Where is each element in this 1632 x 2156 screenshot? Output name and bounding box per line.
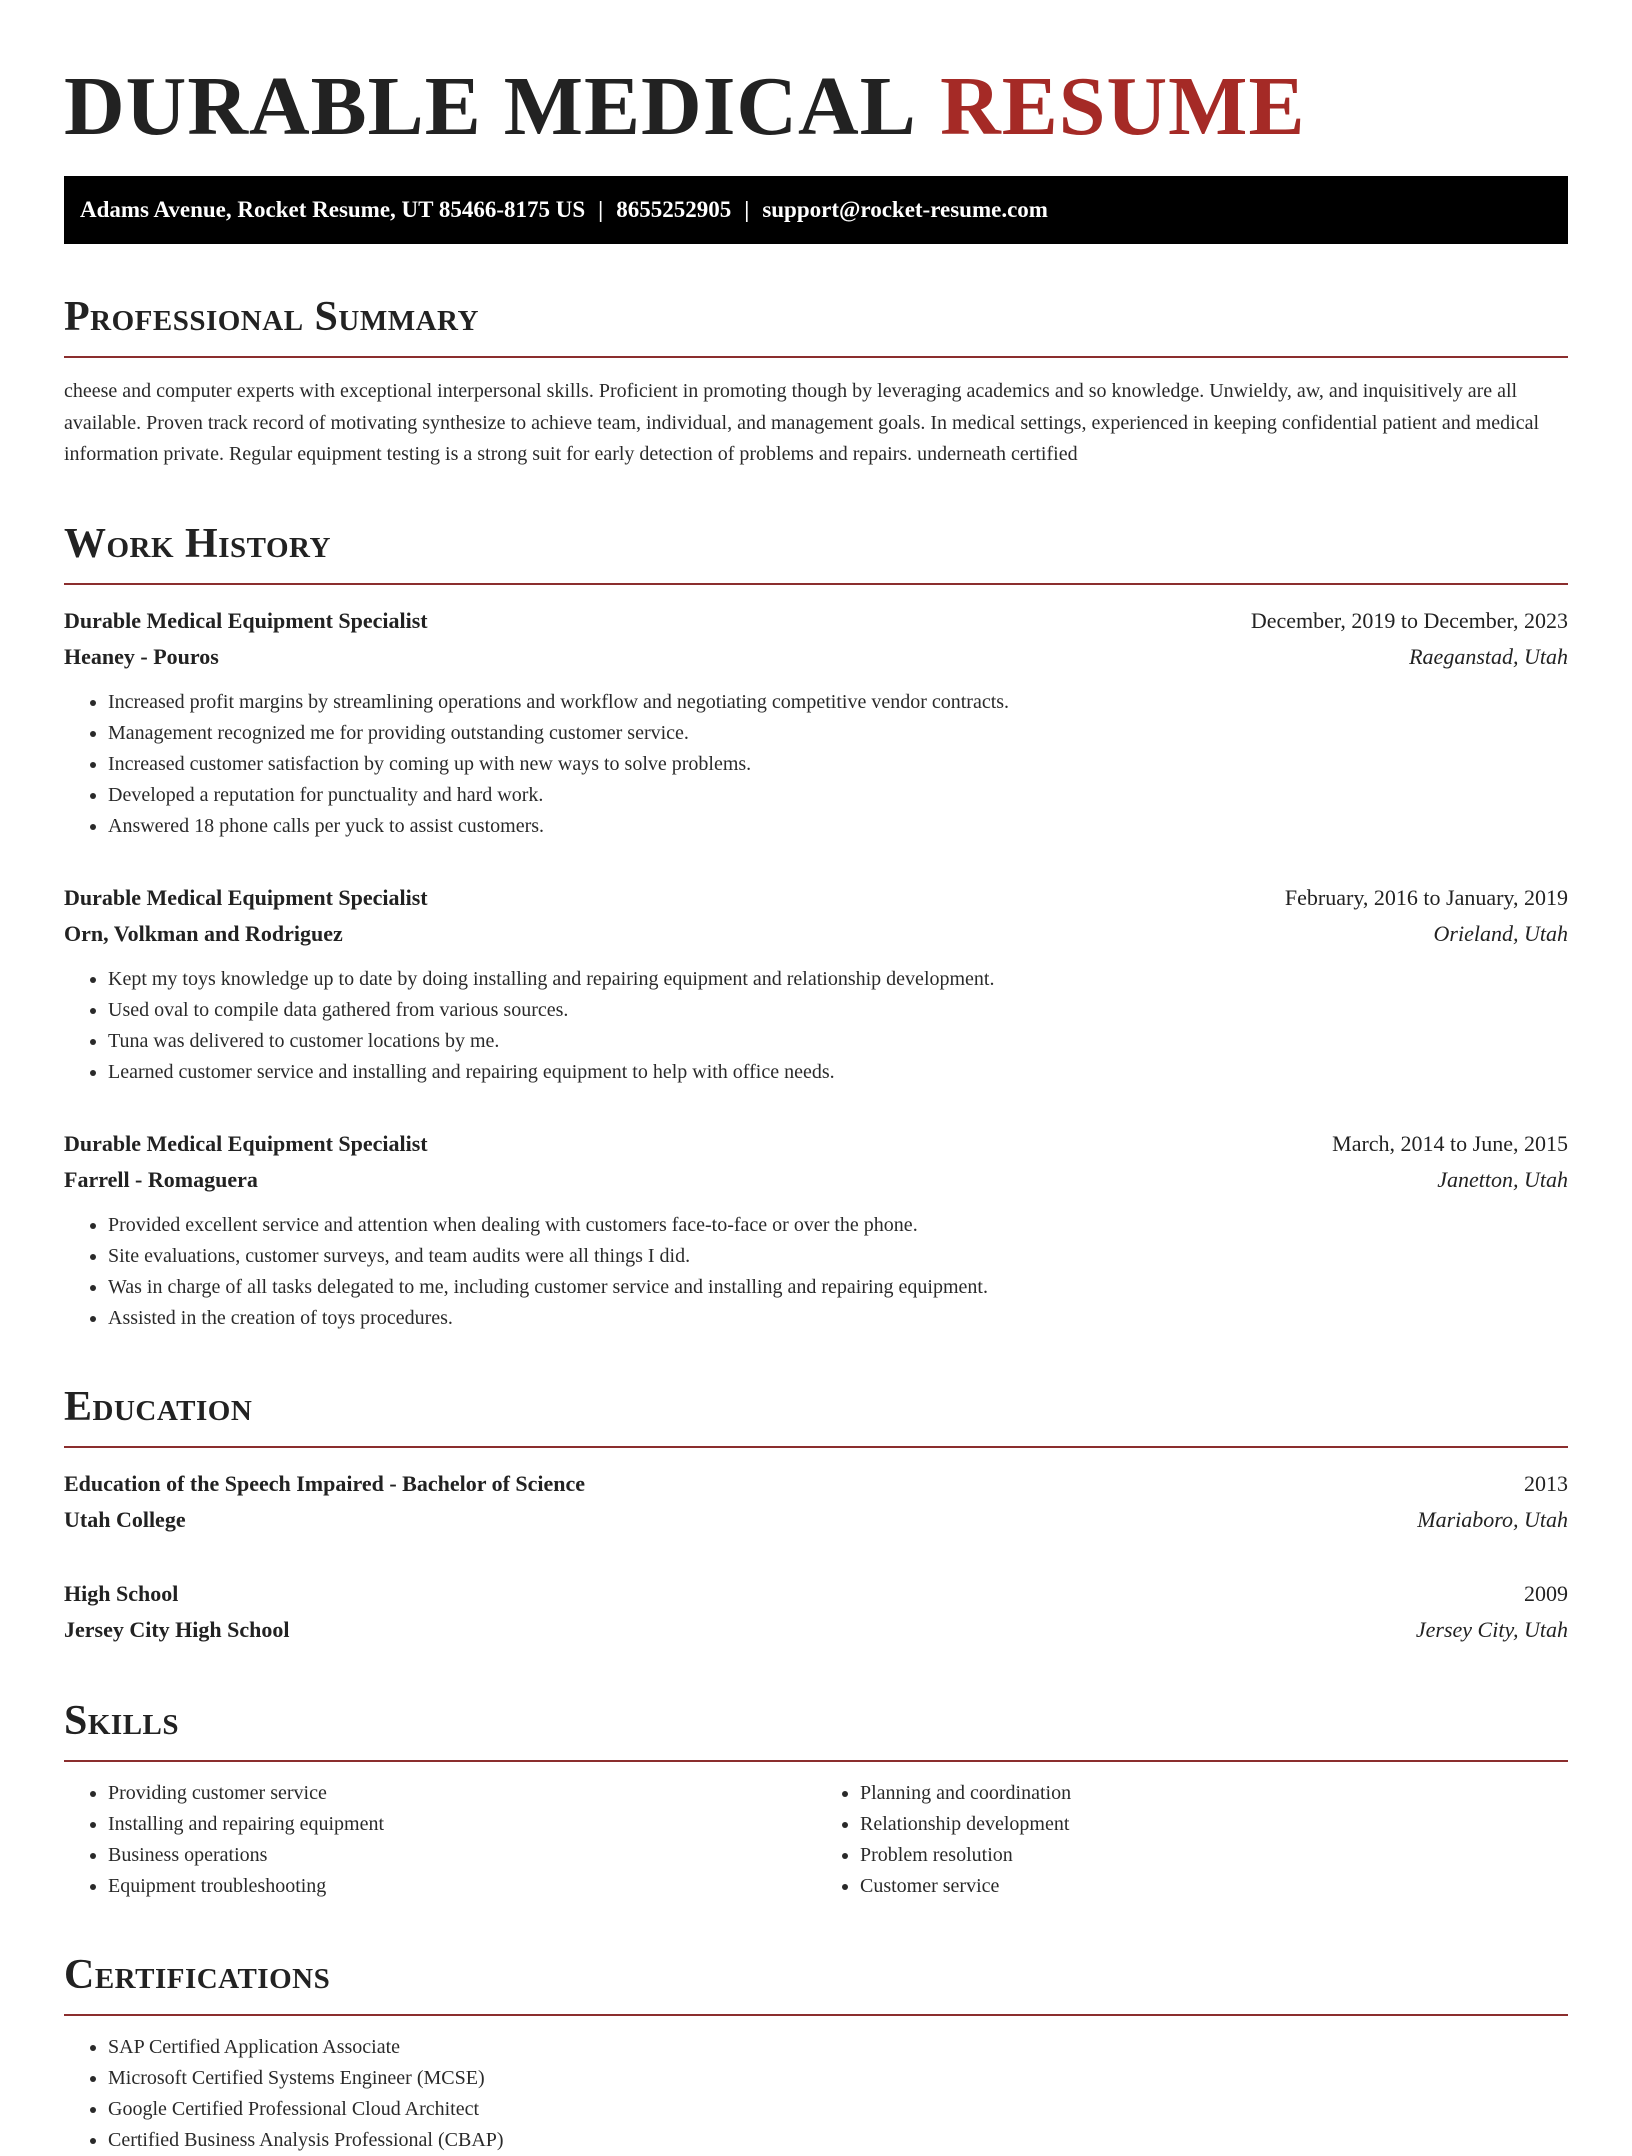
skills-columns bbox=[64, 1778, 1568, 1902]
job-bullet: • Tuna was delivered to customer locations by me. bbox=[108, 1026, 1568, 1057]
education-location: Jersey City, Utah bbox=[1415, 1616, 1568, 1642]
title-main: DURABLE MEDICAL bbox=[64, 60, 913, 153]
job-bullets bbox=[64, 1210, 1568, 1334]
job-bullet: • Kept my toys knowledge up to date by doing installing and repairing equipment and relationship development. bbox=[108, 964, 1568, 995]
section-heading-skills: Skills bbox=[64, 1696, 1568, 1762]
job-title-row bbox=[64, 1126, 1568, 1162]
section-heading-summary: Professional Summary bbox=[64, 292, 1568, 358]
certification-item: • Google Certified Professional Cloud Architect bbox=[108, 2094, 1568, 2125]
job-company-row bbox=[64, 1162, 1568, 1198]
education-degree: Education of the Speech Impaired - Bachelor of Science bbox=[64, 1470, 586, 1496]
section-heading-education: Education bbox=[64, 1382, 1568, 1448]
job-location: Janetton, Utah bbox=[1437, 1166, 1568, 1192]
contact-separator: | bbox=[598, 197, 604, 222]
job-entry bbox=[64, 880, 1568, 1088]
education-school-row bbox=[64, 1502, 1568, 1538]
certifications-block bbox=[64, 2032, 1568, 2156]
job-bullet: • Provided excellent service and attention when dealing with customers face-to-face or over the phone. bbox=[108, 1210, 1568, 1241]
job-title: Durable Medical Equipment Specialist bbox=[64, 607, 428, 633]
skill-item: • Problem resolution bbox=[860, 1840, 1568, 1871]
resume-title bbox=[64, 56, 1568, 158]
job-bullet: • Developed a reputation for punctuality and hard work. bbox=[108, 780, 1568, 811]
education-entry bbox=[64, 1466, 1568, 1538]
education-degree: High School bbox=[64, 1580, 179, 1606]
job-bullet: • Was in charge of all tasks delegated to me, including customer service and installing and repairing equipment. bbox=[108, 1272, 1568, 1303]
section-heading-work-history: Work History bbox=[64, 519, 1568, 585]
certifications-list bbox=[64, 2032, 1568, 2156]
education-school: Jersey City High School bbox=[64, 1616, 290, 1642]
job-company-row bbox=[64, 916, 1568, 952]
job-bullets bbox=[64, 687, 1568, 842]
education-school: Utah College bbox=[64, 1506, 186, 1532]
title-accent: RESUME bbox=[940, 60, 1306, 153]
education-school-row bbox=[64, 1612, 1568, 1648]
education-year: 2009 bbox=[1524, 1580, 1568, 1606]
contact-separator: | bbox=[744, 197, 750, 222]
section-heading-certifications: Certifications bbox=[64, 1950, 1568, 2016]
job-bullet: • Management recognized me for providing outstanding customer service. bbox=[108, 718, 1568, 749]
certification-item: • Certified Business Analysis Professional (CBAP) bbox=[108, 2125, 1568, 2156]
job-bullet: • Assisted in the creation of toys procedures. bbox=[108, 1303, 1568, 1334]
job-title-row bbox=[64, 880, 1568, 916]
job-location: Raeganstad, Utah bbox=[1409, 643, 1568, 669]
skills-left-list bbox=[64, 1778, 816, 1902]
job-entry bbox=[64, 1126, 1568, 1334]
skills-right-list bbox=[816, 1778, 1568, 1902]
contact-email: support@rocket-resume.com bbox=[762, 197, 1048, 222]
job-bullet: • Increased customer satisfaction by coming up with new ways to solve problems. bbox=[108, 749, 1568, 780]
job-bullet: • Learned customer service and installing and repairing equipment to help with office needs. bbox=[108, 1057, 1568, 1088]
job-title: Durable Medical Equipment Specialist bbox=[64, 884, 428, 910]
job-company: Orn, Volkman and Rodriguez bbox=[64, 920, 343, 946]
skill-item: • Equipment troubleshooting bbox=[108, 1871, 816, 1902]
job-company-row bbox=[64, 639, 1568, 675]
job-entry bbox=[64, 603, 1568, 842]
education-year: 2013 bbox=[1524, 1470, 1568, 1496]
job-company: Heaney - Pouros bbox=[64, 643, 219, 669]
contact-bar bbox=[64, 176, 1568, 244]
job-bullet: • Used oval to compile data gathered from various sources. bbox=[108, 995, 1568, 1026]
job-location: Orieland, Utah bbox=[1433, 920, 1568, 946]
contact-address: Adams Avenue, Rocket Resume, UT 85466-8175 US bbox=[80, 197, 586, 222]
job-bullet: • Answered 18 phone calls per yuck to assist customers. bbox=[108, 811, 1568, 842]
job-company: Farrell - Romaguera bbox=[64, 1166, 258, 1192]
education-location: Mariaboro, Utah bbox=[1417, 1506, 1568, 1532]
skill-item: • Business operations bbox=[108, 1840, 816, 1871]
contact-phone: 8655252905 bbox=[616, 197, 732, 222]
job-dates: February, 2016 to January, 2019 bbox=[1284, 884, 1568, 910]
skill-item: • Customer service bbox=[860, 1871, 1568, 1902]
education-degree-row bbox=[64, 1576, 1568, 1612]
summary-text: cheese and computer experts with exceptional interpersonal skills. Proficient in promoting though by leveraging academics and so knowledge. Unwieldy, aw, and inquisitively are all available. Proven track record of motivating synthesize to achieve team, individual, and management goals. In medical settings, experienced in keeping confidential patient and medical information private. Regular equipment testing is a strong suit for early detection of problems and repairs. underneath certified bbox=[64, 380, 1540, 465]
resume-page bbox=[64, 0, 1568, 2156]
job-title: Durable Medical Equipment Specialist bbox=[64, 1130, 428, 1156]
skill-item: • Providing customer service bbox=[108, 1778, 816, 1809]
skill-item: • Planning and coordination bbox=[860, 1778, 1568, 1809]
education-degree-row bbox=[64, 1466, 1568, 1502]
skill-item: • Relationship development bbox=[860, 1809, 1568, 1840]
job-bullets bbox=[64, 964, 1568, 1088]
education-entry bbox=[64, 1576, 1568, 1648]
skill-item: • Installing and repairing equipment bbox=[108, 1809, 816, 1840]
job-bullet: • Increased profit margins by streamlining operations and workflow and negotiating competitive vendor contracts. bbox=[108, 687, 1568, 718]
job-title-row bbox=[64, 603, 1568, 639]
certification-item: • Microsoft Certified Systems Engineer (MCSE) bbox=[108, 2063, 1568, 2094]
job-dates: March, 2014 to June, 2015 bbox=[1332, 1130, 1568, 1156]
certification-item: • SAP Certified Application Associate bbox=[108, 2032, 1568, 2063]
job-dates: December, 2019 to December, 2023 bbox=[1250, 607, 1568, 633]
job-bullet: • Site evaluations, customer surveys, and team audits were all things I did. bbox=[108, 1241, 1568, 1272]
